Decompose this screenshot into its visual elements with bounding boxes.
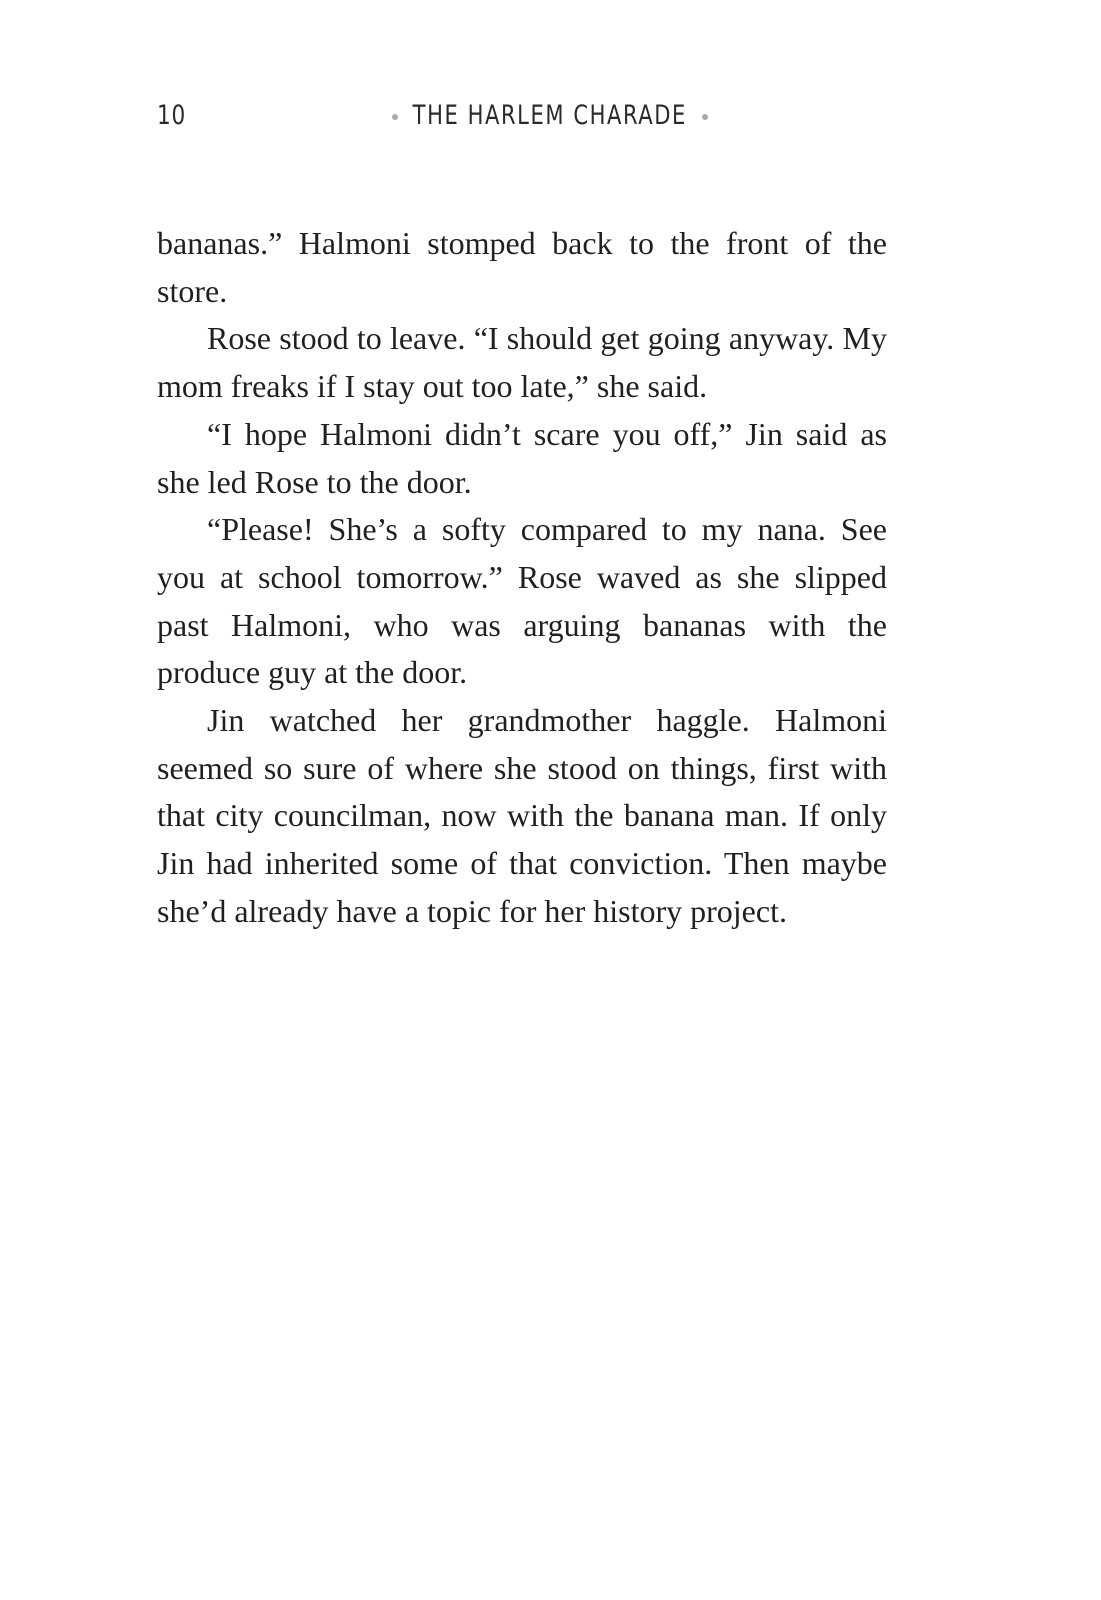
- running-head: [157, 100, 887, 140]
- right-dot-ornament: [702, 114, 708, 120]
- paragraph-continued: bananas.” Halmoni stomped back to the front of the store.: [157, 225, 887, 309]
- paragraph: “I hope Halmoni didn’t scare you off,” Jin said as she led Rose to the door.: [157, 415, 887, 500]
- page-number: 10: [157, 100, 187, 131]
- left-dot-ornament: [392, 114, 398, 120]
- running-title: [385, 100, 715, 131]
- body-text: [157, 220, 887, 936]
- book-title: THE HARLEM CHARADE: [412, 100, 688, 131]
- paragraph: “Please! She’s a softy compared to my nana. See you at school tomorrow.” Rose waved as she slipped past Halmoni, who was arguing bananas with the produce guy at the door.: [157, 511, 887, 691]
- paragraph: Jin watched her grandmother haggle. Halmoni seemed so sure of where she stood on things, first with that city councilman, now with the banana man. If only Jin had inherited some of that conviction. Then maybe she’d already have a topic for her history project.: [157, 702, 887, 929]
- paragraph: Rose stood to leave. “I should get going anyway. My mom freaks if I stay out too late,” she said.: [157, 320, 887, 405]
